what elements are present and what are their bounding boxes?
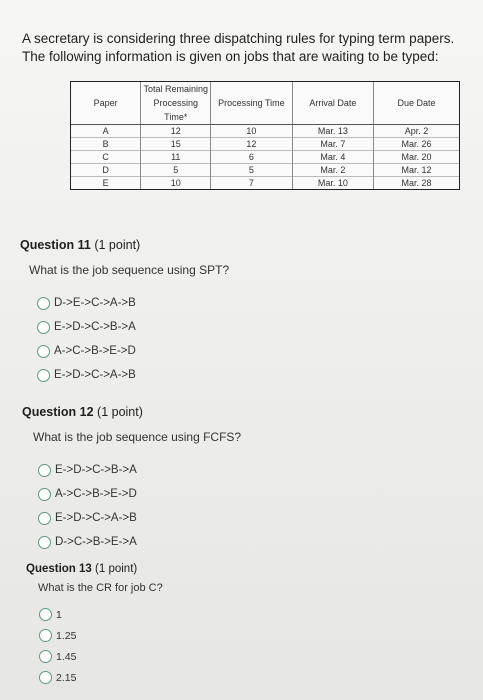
question-text: What is the CR for job C?	[38, 582, 163, 594]
radio-button[interactable]	[39, 671, 52, 684]
cell-due-date: Mar. 26	[401, 139, 432, 149]
answer-option[interactable]	[37, 315, 229, 339]
radio-button[interactable]	[38, 464, 51, 477]
cell-total-remaining: 15	[141, 138, 211, 151]
option-label: D->E->C->A->B	[54, 297, 136, 309]
cell-total-remaining: 5	[141, 164, 211, 177]
radio-button[interactable]	[37, 321, 50, 334]
answer-options	[38, 458, 241, 554]
cell-due-date: Mar. 28	[401, 178, 432, 188]
cell-arrival-date: Mar. 2	[292, 164, 373, 177]
answer-option[interactable]	[38, 482, 241, 506]
table-row	[71, 177, 459, 190]
option-label: D->C->B->E->A	[55, 536, 137, 548]
answer-option[interactable]	[38, 506, 241, 530]
cell-paper: D	[71, 164, 141, 177]
header-due-date: Due Date	[374, 82, 459, 125]
table-row	[71, 138, 459, 151]
table-row	[71, 125, 459, 138]
answer-option[interactable]	[39, 646, 163, 667]
header-paper: Paper	[71, 82, 141, 125]
radio-button[interactable]	[39, 629, 52, 642]
question-title	[26, 563, 163, 575]
cell-arrival-date: Mar. 10	[292, 177, 373, 190]
table-header-row	[71, 82, 459, 125]
answer-option[interactable]	[39, 604, 163, 625]
cell-arrival-date: Mar. 4	[292, 151, 373, 164]
option-label: 1.45	[56, 650, 77, 663]
radio-button[interactable]	[38, 536, 51, 549]
option-label: 1.25	[56, 629, 77, 642]
answer-option[interactable]	[39, 625, 163, 646]
answer-options	[37, 291, 229, 387]
question-points: (1 point)	[97, 405, 143, 419]
radio-button[interactable]	[37, 345, 50, 358]
cell-total-remaining: 12	[141, 125, 211, 138]
question-number: Question 13	[26, 563, 92, 575]
cell-processing-time: 5	[211, 164, 292, 177]
table-row	[71, 151, 459, 164]
option-label: A->C->B->E->D	[55, 488, 137, 500]
answer-option[interactable]	[38, 530, 241, 554]
cell-processing-time: 12	[211, 138, 292, 151]
question-points: (1 point)	[95, 563, 138, 575]
answer-option[interactable]	[39, 667, 163, 688]
cell-arrival-date: Mar. 7	[292, 138, 373, 151]
option-label: 2.15	[56, 671, 77, 684]
question-13	[26, 563, 163, 688]
answer-option[interactable]	[38, 458, 241, 482]
cell-paper: C	[71, 151, 141, 164]
option-label: E->D->C->B->A	[55, 464, 137, 476]
table-row	[71, 164, 459, 177]
cell-arrival-date: Mar. 13	[292, 125, 373, 138]
cell-processing-time: 10	[211, 125, 292, 138]
option-label: E->D->C->A->B	[55, 512, 137, 524]
answer-option[interactable]	[37, 291, 229, 315]
answer-option[interactable]	[37, 363, 229, 387]
cell-total-remaining: 10	[141, 177, 211, 190]
option-label: 1	[56, 608, 62, 621]
question-text: What is the job sequence using FCFS?	[33, 430, 242, 444]
header-processing-time: Processing Time	[211, 82, 292, 125]
radio-button[interactable]	[38, 488, 51, 501]
question-number: Question 12	[22, 405, 94, 419]
header-total-remaining: Total Remaining Processing Time*	[141, 82, 211, 125]
radio-button[interactable]	[39, 608, 52, 621]
question-title	[22, 405, 241, 419]
question-12	[22, 405, 241, 554]
cell-processing-time: 6	[211, 151, 292, 164]
option-label: E->D->C->B->A	[54, 321, 136, 333]
cell-due-date: Apr. 2	[404, 126, 429, 136]
radio-button[interactable]	[37, 369, 50, 382]
radio-button[interactable]	[38, 512, 51, 525]
answer-option[interactable]	[37, 339, 229, 363]
cell-due-date: Mar. 12	[401, 165, 432, 175]
cell-paper: A	[71, 125, 141, 138]
question-text: What is the job sequence using SPT?	[29, 263, 230, 277]
cell-processing-time: 7	[211, 177, 292, 190]
radio-button[interactable]	[37, 297, 50, 310]
problem-statement: A secretary is considering three dispatching rules for typing term papers. The following information is given on jobs that are waiting to be typed:	[22, 31, 455, 64]
option-label: A->C->B->E->D	[54, 345, 136, 357]
cell-paper: B	[71, 138, 141, 151]
question-title	[20, 238, 229, 252]
option-label: E->D->C->A->B	[54, 369, 136, 381]
radio-button[interactable]	[39, 650, 52, 663]
question-number: Question 11	[20, 238, 91, 252]
cell-paper: E	[71, 177, 141, 190]
question-points: (1 point)	[94, 238, 141, 252]
answer-options	[39, 604, 163, 688]
cell-due-date: Mar. 20	[401, 152, 432, 162]
question-11	[20, 238, 229, 387]
cell-total-remaining: 11	[141, 151, 211, 164]
header-arrival-date: Arrival Date	[292, 82, 373, 125]
jobs-table	[70, 81, 460, 190]
